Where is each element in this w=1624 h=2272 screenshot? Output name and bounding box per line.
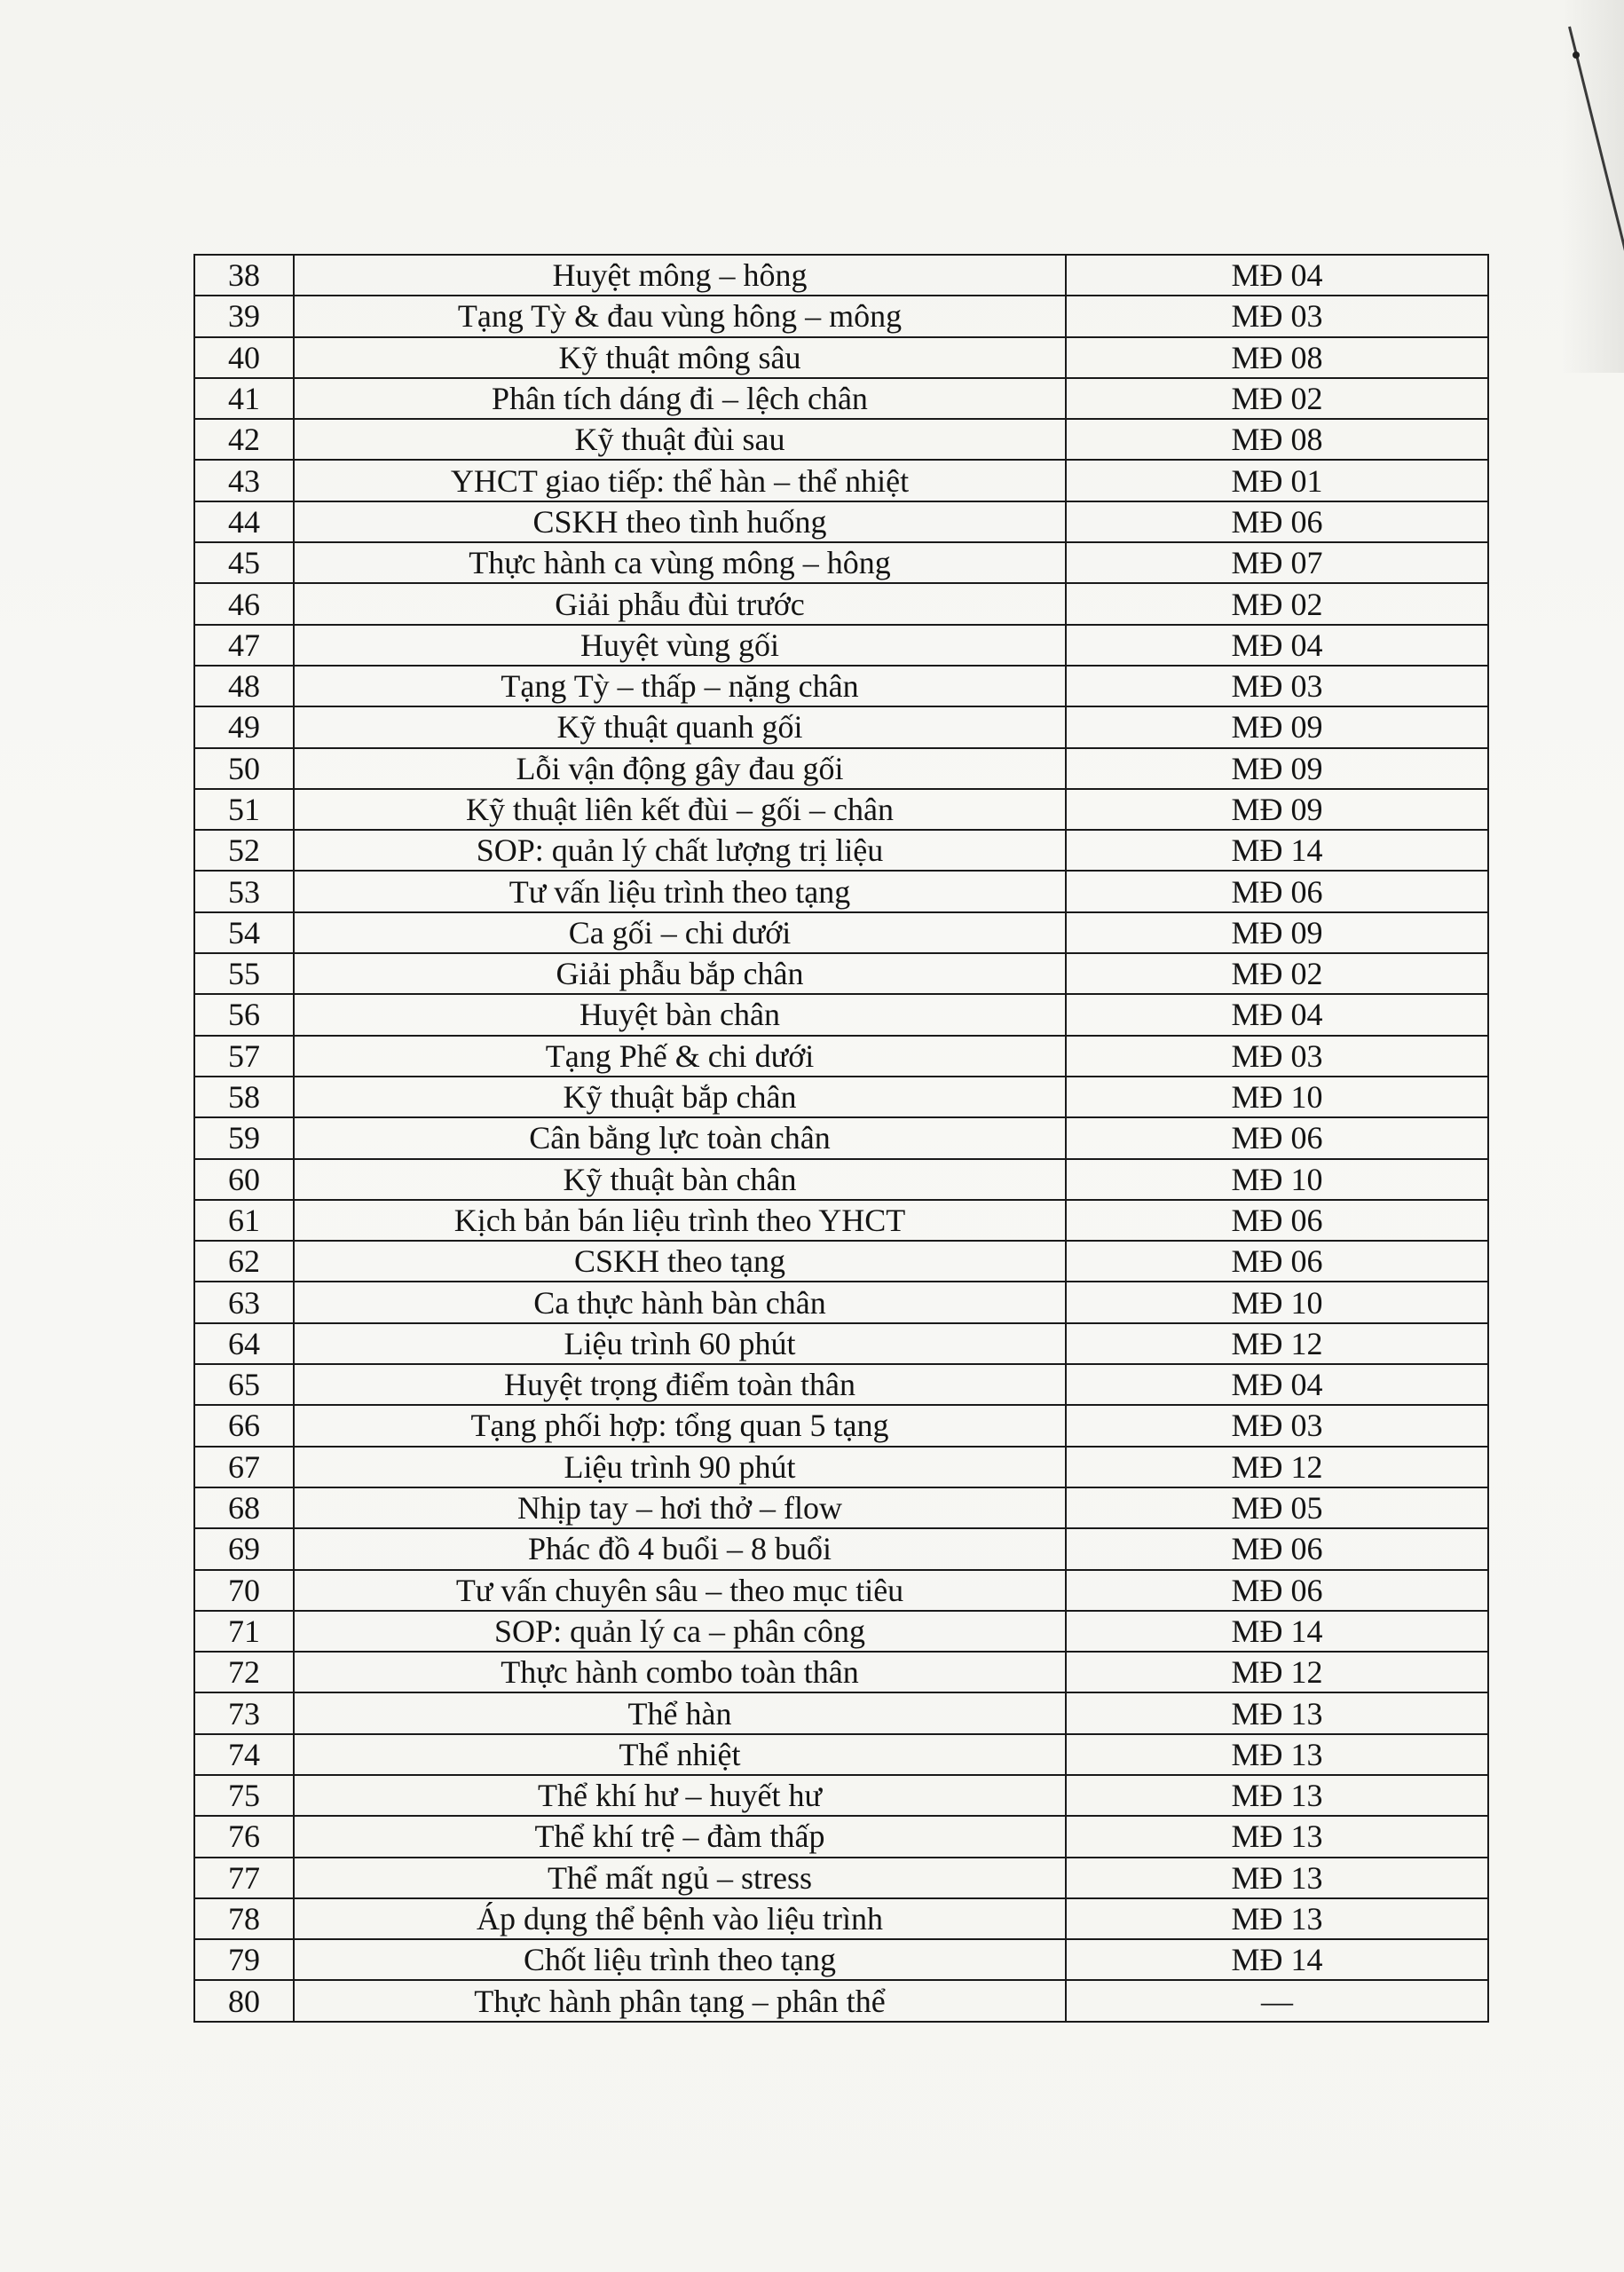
lesson-title: Nhịp tay – hơi thở – flow: [294, 1487, 1066, 1528]
row-number: 79: [194, 1939, 294, 1980]
module-code: MĐ 03: [1066, 1036, 1488, 1077]
row-number: 64: [194, 1323, 294, 1364]
table-row: [194, 1077, 1488, 1117]
table-row: [194, 337, 1488, 378]
module-code: MĐ 06: [1066, 1200, 1488, 1241]
module-code: MĐ 03: [1066, 666, 1488, 706]
table-row: [194, 1980, 1488, 2021]
module-code: MĐ 13: [1066, 1734, 1488, 1775]
lesson-title: Huyệt trọng điểm toàn thân: [294, 1364, 1066, 1405]
lesson-title: Kịch bản bán liệu trình theo YHCT: [294, 1200, 1066, 1241]
module-code: MĐ 12: [1066, 1447, 1488, 1487]
row-number: 76: [194, 1816, 294, 1857]
lesson-title: Kỹ thuật liên kết đùi – gối – chân: [294, 789, 1066, 830]
table-row: [194, 1117, 1488, 1158]
row-number: 80: [194, 1980, 294, 2021]
lesson-title: Thực hành combo toàn thân: [294, 1652, 1066, 1692]
module-code: MĐ 14: [1066, 830, 1488, 871]
module-code: MĐ 09: [1066, 706, 1488, 747]
table-row: [194, 1405, 1488, 1446]
module-code: MĐ 13: [1066, 1858, 1488, 1898]
row-number: 63: [194, 1282, 294, 1322]
table-row: [194, 583, 1488, 624]
table-row: [194, 994, 1488, 1035]
table-row: [194, 1816, 1488, 1857]
row-number: 47: [194, 625, 294, 666]
curriculum-table: [193, 254, 1489, 2023]
row-number: 39: [194, 296, 294, 336]
table-row: [194, 789, 1488, 830]
module-code: MĐ 03: [1066, 1405, 1488, 1446]
table-row: [194, 419, 1488, 460]
module-code: MĐ 03: [1066, 296, 1488, 336]
row-number: 48: [194, 666, 294, 706]
lesson-title: Thể hàn: [294, 1692, 1066, 1733]
module-code: MĐ 13: [1066, 1816, 1488, 1857]
table-row: [194, 1570, 1488, 1611]
row-number: 56: [194, 994, 294, 1035]
row-number: 53: [194, 871, 294, 911]
page-edge-dot: [1573, 51, 1580, 59]
row-number: 54: [194, 912, 294, 953]
row-number: 49: [194, 706, 294, 747]
module-code: MĐ 08: [1066, 419, 1488, 460]
module-code: MĐ 01: [1066, 460, 1488, 501]
table-row: [194, 666, 1488, 706]
row-number: 69: [194, 1528, 294, 1569]
module-code: MĐ 04: [1066, 1364, 1488, 1405]
module-code: —: [1066, 1980, 1488, 2021]
lesson-title: Phác đồ 4 buổi – 8 buổi: [294, 1528, 1066, 1569]
lesson-title: Liệu trình 60 phút: [294, 1323, 1066, 1364]
lesson-title: Kỹ thuật bàn chân: [294, 1159, 1066, 1200]
module-code: MĐ 10: [1066, 1159, 1488, 1200]
module-code: MĐ 02: [1066, 953, 1488, 994]
row-number: 62: [194, 1241, 294, 1282]
table-row: [194, 1282, 1488, 1322]
module-code: MĐ 09: [1066, 748, 1488, 789]
table-row: [194, 1611, 1488, 1652]
row-number: 68: [194, 1487, 294, 1528]
lesson-title: Thực hành phân tạng – phân thể: [294, 1980, 1066, 2021]
lesson-title: Kỹ thuật quanh gối: [294, 706, 1066, 747]
module-code: MĐ 06: [1066, 501, 1488, 542]
lesson-title: Kỹ thuật mông sâu: [294, 337, 1066, 378]
module-code: MĐ 02: [1066, 378, 1488, 419]
module-code: MĐ 07: [1066, 542, 1488, 583]
row-number: 70: [194, 1570, 294, 1611]
table-row: [194, 1323, 1488, 1364]
row-number: 51: [194, 789, 294, 830]
row-number: 43: [194, 460, 294, 501]
table-row: [194, 542, 1488, 583]
table-row: [194, 1036, 1488, 1077]
module-code: MĐ 13: [1066, 1692, 1488, 1733]
table-row: [194, 378, 1488, 419]
table-row: [194, 1692, 1488, 1733]
module-code: MĐ 13: [1066, 1775, 1488, 1816]
table-row: [194, 1652, 1488, 1692]
lesson-title: Tạng Tỳ – thấp – nặng chân: [294, 666, 1066, 706]
lesson-title: Phân tích dáng đi – lệch chân: [294, 378, 1066, 419]
lesson-title: Áp dụng thể bệnh vào liệu trình: [294, 1898, 1066, 1939]
row-number: 50: [194, 748, 294, 789]
table-row: [194, 255, 1488, 296]
table-row: [194, 1487, 1488, 1528]
row-number: 52: [194, 830, 294, 871]
lesson-title: Kỹ thuật đùi sau: [294, 419, 1066, 460]
lesson-title: Thực hành ca vùng mông – hông: [294, 542, 1066, 583]
lesson-title: Thể khí trệ – đàm thấp: [294, 1816, 1066, 1857]
module-code: MĐ 06: [1066, 871, 1488, 911]
lesson-title: Tạng Tỳ & đau vùng hông – mông: [294, 296, 1066, 336]
lesson-title: Huyệt bàn chân: [294, 994, 1066, 1035]
table-row: [194, 1364, 1488, 1405]
table-row: [194, 912, 1488, 953]
lesson-title: Huyệt vùng gối: [294, 625, 1066, 666]
table-row: [194, 748, 1488, 789]
row-number: 60: [194, 1159, 294, 1200]
lesson-title: Tạng phối hợp: tổng quan 5 tạng: [294, 1405, 1066, 1446]
lesson-title: Liệu trình 90 phút: [294, 1447, 1066, 1487]
row-number: 73: [194, 1692, 294, 1733]
row-number: 41: [194, 378, 294, 419]
lesson-title: Ca thực hành bàn chân: [294, 1282, 1066, 1322]
module-code: MĐ 06: [1066, 1241, 1488, 1282]
module-code: MĐ 09: [1066, 912, 1488, 953]
module-code: MĐ 09: [1066, 789, 1488, 830]
lesson-title: Tạng Phế & chi dưới: [294, 1036, 1066, 1077]
row-number: 44: [194, 501, 294, 542]
lesson-title: Tư vấn liệu trình theo tạng: [294, 871, 1066, 911]
table-row: [194, 1734, 1488, 1775]
module-code: MĐ 10: [1066, 1077, 1488, 1117]
table-row: [194, 1200, 1488, 1241]
table-row: [194, 706, 1488, 747]
table-row: [194, 1159, 1488, 1200]
module-code: MĐ 14: [1066, 1939, 1488, 1980]
lesson-title: Huyệt mông – hông: [294, 255, 1066, 296]
lesson-title: Ca gối – chi dưới: [294, 912, 1066, 953]
module-code: MĐ 04: [1066, 994, 1488, 1035]
lesson-title: Giải phẫu bắp chân: [294, 953, 1066, 994]
table-row: [194, 460, 1488, 501]
lesson-title: CSKH theo tạng: [294, 1241, 1066, 1282]
table-row: [194, 830, 1488, 871]
row-number: 55: [194, 953, 294, 994]
table-row: [194, 625, 1488, 666]
lesson-title: SOP: quản lý chất lượng trị liệu: [294, 830, 1066, 871]
row-number: 58: [194, 1077, 294, 1117]
lesson-title: Thể mất ngủ – stress: [294, 1858, 1066, 1898]
table-row: [194, 1775, 1488, 1816]
table-row: [194, 296, 1488, 336]
table-row: [194, 953, 1488, 994]
table-row: [194, 501, 1488, 542]
module-code: MĐ 05: [1066, 1487, 1488, 1528]
lesson-title: SOP: quản lý ca – phân công: [294, 1611, 1066, 1652]
row-number: 78: [194, 1898, 294, 1939]
row-number: 74: [194, 1734, 294, 1775]
row-number: 77: [194, 1858, 294, 1898]
lesson-title: Chốt liệu trình theo tạng: [294, 1939, 1066, 1980]
lesson-title: Cân bằng lực toàn chân: [294, 1117, 1066, 1158]
row-number: 59: [194, 1117, 294, 1158]
row-number: 40: [194, 337, 294, 378]
module-code: MĐ 04: [1066, 625, 1488, 666]
lesson-title: YHCT giao tiếp: thể hàn – thể nhiệt: [294, 460, 1066, 501]
row-number: 61: [194, 1200, 294, 1241]
row-number: 67: [194, 1447, 294, 1487]
module-code: MĐ 14: [1066, 1611, 1488, 1652]
table-row: [194, 1898, 1488, 1939]
lesson-title: Thể nhiệt: [294, 1734, 1066, 1775]
module-code: MĐ 02: [1066, 583, 1488, 624]
row-number: 75: [194, 1775, 294, 1816]
table-row: [194, 871, 1488, 911]
lesson-title: CSKH theo tình huống: [294, 501, 1066, 542]
module-code: MĐ 08: [1066, 337, 1488, 378]
row-number: 46: [194, 583, 294, 624]
lesson-title: Lỗi vận động gây đau gối: [294, 748, 1066, 789]
row-number: 38: [194, 255, 294, 296]
row-number: 65: [194, 1364, 294, 1405]
lesson-title: Tư vấn chuyên sâu – theo mục tiêu: [294, 1570, 1066, 1611]
module-code: MĐ 06: [1066, 1528, 1488, 1569]
module-code: MĐ 06: [1066, 1570, 1488, 1611]
table-row: [194, 1939, 1488, 1980]
row-number: 42: [194, 419, 294, 460]
module-code: MĐ 13: [1066, 1898, 1488, 1939]
lesson-title: Giải phẫu đùi trước: [294, 583, 1066, 624]
curriculum-table-body: [194, 255, 1488, 2022]
page-edge-shadow: [1562, 0, 1624, 373]
lesson-title: Kỹ thuật bắp chân: [294, 1077, 1066, 1117]
module-code: MĐ 10: [1066, 1282, 1488, 1322]
table-row: [194, 1241, 1488, 1282]
table-row: [194, 1858, 1488, 1898]
module-code: MĐ 12: [1066, 1323, 1488, 1364]
lesson-title: Thể khí hư – huyết hư: [294, 1775, 1066, 1816]
module-code: MĐ 12: [1066, 1652, 1488, 1692]
row-number: 72: [194, 1652, 294, 1692]
table-row: [194, 1447, 1488, 1487]
row-number: 45: [194, 542, 294, 583]
row-number: 71: [194, 1611, 294, 1652]
row-number: 66: [194, 1405, 294, 1446]
table-row: [194, 1528, 1488, 1569]
module-code: MĐ 04: [1066, 255, 1488, 296]
row-number: 57: [194, 1036, 294, 1077]
module-code: MĐ 06: [1066, 1117, 1488, 1158]
